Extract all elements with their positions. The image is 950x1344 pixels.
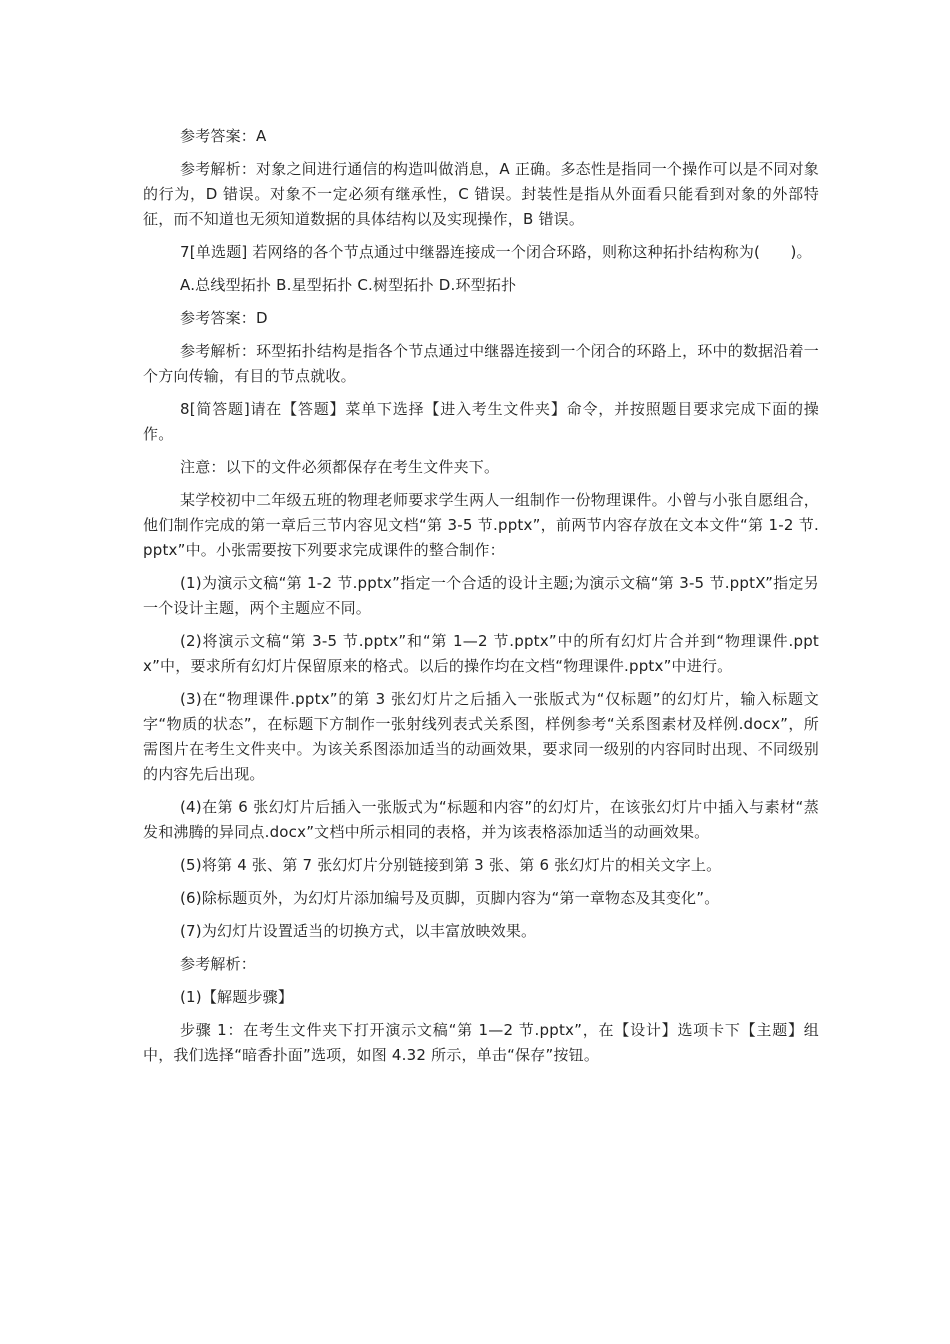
question-7: 7[单选题] 若网络的各个节点通过中继器连接成一个闭合环路，则称这种拓扑结构称为( )。 xyxy=(180,243,812,261)
requirement-4: (4)在第 6 张幻灯片后插入一张版式为“标题和内容”的幻灯片，在该张幻灯片中插入与素材“蒸发和沸腾的异同点.docx”文档中所示相同的表格，并为该表格添加适当的动画效果。 xyxy=(143,798,819,841)
note-paragraph: 注意：以下的文件必须都保存在考生文件夹下。 xyxy=(180,458,500,476)
requirement-3: (3)在“物理课件.pptx”的第 3 张幻灯片之后插入一张版式为“仅标题”的幻灯片，输入标题文字“物质的状态”，在标题下方制作一张射线列表式关系图，样例参考“关系图素材及样例.docx”，所需图片在考生文件夹中。为该关系图添加适当的动画效果，要求同一级别的内容同时出现、不同级别的内容先后出现。 xyxy=(143,690,819,783)
requirement-7: (7)为幻灯片设置适当的切换方式，以丰富放映效果。 xyxy=(180,922,537,940)
analysis-paragraph-2: 参考解析：环型拓扑结构是指各个节点通过中继器连接到一个闭合的环路上，环中的数据沿着一个方向传输，有目的节点就收。 xyxy=(143,342,819,385)
answer-paragraph-1: 参考答案：A xyxy=(180,127,267,145)
requirement-1: (1)为演示文稿“第 1-2 节.pptx”指定一个合适的设计主题;为演示文稿“第 3-5 节.pptX”指定另一个设计主题，两个主题应不同。 xyxy=(143,574,819,617)
requirement-2: (2)将演示文稿“第 3-5 节.pptx”和“第 1—2 节.pptx”中的所有幻灯片合并到“物理课件.pptx”中，要求所有幻灯片保留原来的格式。以后的操作均在文档“物理课件.pptx”中进行。 xyxy=(143,632,819,675)
step-1-paragraph: 步骤 1：在考生文件夹下打开演示文稿“第 1—2 节.pptx”，在【设计】选项卡下【主题】组中，我们选择“暗香扑面”选项，如图 4.32 所示，单击“保存”按钮。 xyxy=(143,1021,819,1064)
answer-paragraph-2: 参考答案：D xyxy=(180,309,268,327)
requirement-6: (6)除标题页外，为幻灯片添加编号及页脚，页脚内容为“第一章物态及其变化”。 xyxy=(180,889,720,907)
requirement-5: (5)将第 4 张、第 7 张幻灯片分别链接到第 3 张、第 6 张幻灯片的相关文字上。 xyxy=(180,856,722,874)
question-7-options: A.总线型拓扑 B.星型拓扑 C.树型拓扑 D.环型拓扑 xyxy=(180,276,517,294)
solution-steps-heading: (1)【解题步骤】 xyxy=(180,988,294,1006)
document-body xyxy=(143,124,819,1076)
scenario-paragraph: 某学校初中二年级五班的物理老师要求学生两人一组制作一份物理课件。小曾与小张自愿组合，他们制作完成的第一章后三节内容见文档“第 3-5 节.pptx”，前两节内容存放在文本文件“第 1-2 节.pptx”中。小张需要按下列要求完成课件的整合制作： xyxy=(143,491,819,559)
analysis-heading: 参考解析： xyxy=(180,955,257,973)
question-8: 8[简答题]请在【答题】菜单下选择【进入考生文件夹】命令，并按照题目要求完成下面的操作。 xyxy=(143,400,819,443)
analysis-paragraph-1: 参考解析：对象之间进行通信的构造叫做消息，A 正确。多态性是指同一个操作可以是不同对象的行为，D 错误。对象不一定必须有继承性，C 错误。封装性是指从外面看只能看到对象的外部特征，而不知道也无须知道数据的具体结构以及实现操作，B 错误。 xyxy=(143,160,819,228)
